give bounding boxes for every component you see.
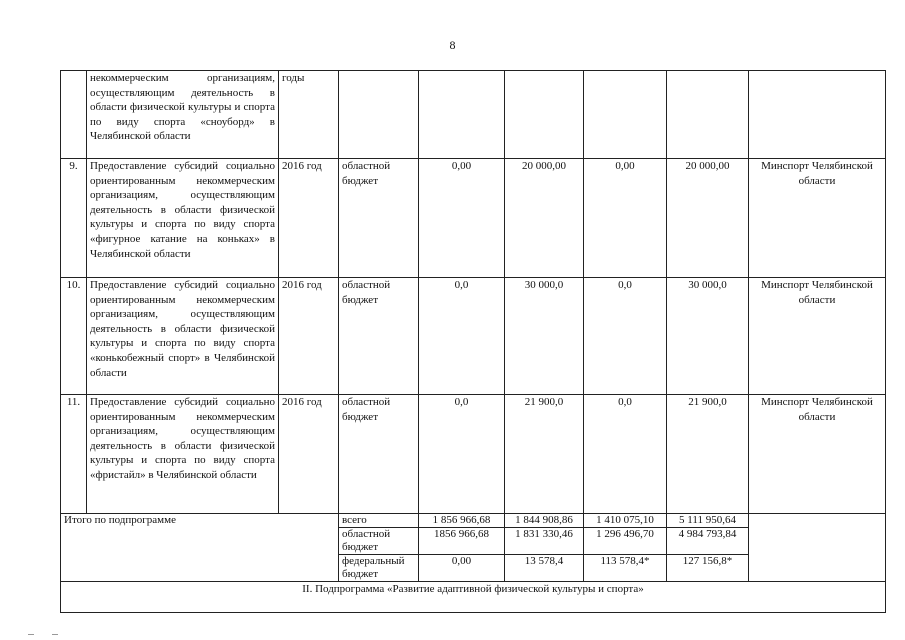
section-title: II. Подпрограмма «Развитие адаптивной физической культуры и спорта» [61, 582, 886, 613]
source-cell [339, 71, 419, 159]
value-2017: 30 000,0 [505, 278, 584, 395]
value-2017: 20 000,00 [505, 159, 584, 278]
scan-artifact [28, 634, 34, 635]
executor-cell [749, 71, 886, 159]
value-2016: 0,0 [419, 278, 505, 395]
value-total: 21 900,0 [667, 395, 749, 514]
activity-cell: Предоставление субсидий социально ориентированным некоммерческим организациям, осуществляющим деятельность в области физической культуры и спорта по виду спорта «фристайл» в Челябинской области [87, 395, 279, 514]
value-total: 30 000,0 [667, 278, 749, 395]
value-2016 [419, 71, 505, 159]
value-2018 [584, 71, 667, 159]
value-total [667, 71, 749, 159]
row-number: 9. [61, 159, 87, 278]
section-row [61, 582, 886, 613]
executor-cell: Минспорт Челябинской области [749, 395, 886, 514]
source-cell: областной бюджет [339, 395, 419, 514]
executor-cell: Минспорт Челябинской области [749, 159, 886, 278]
summary-value-2018: 113 578,4* [584, 555, 667, 582]
activity-cell: некоммерческим организациям, осуществляющим деятельность в области физической культуры и спорта по виду спорта «сноуборд» в Челябинской области [87, 71, 279, 159]
executor-cell: Минспорт Челябинской области [749, 278, 886, 395]
summary-source: областной бюджет [339, 528, 419, 555]
summary-value-2018: 1 410 075,10 [584, 514, 667, 528]
row-number: 11. [61, 395, 87, 514]
summary-source: федеральный бюджет [339, 555, 419, 582]
value-2016: 0,0 [419, 395, 505, 514]
row-number [61, 71, 87, 159]
summary-value-total: 4 984 793,84 [667, 528, 749, 555]
summary-source: всего [339, 514, 419, 528]
table-row [61, 71, 886, 159]
years-cell: 2016 год [279, 395, 339, 514]
years-cell: 2016 год [279, 159, 339, 278]
scan-artifact [52, 634, 58, 635]
summary-label: Итого по подпрограмме [61, 514, 339, 582]
summary-row [61, 514, 886, 528]
years-cell: 2016 год [279, 278, 339, 395]
summary-value-total: 127 156,8* [667, 555, 749, 582]
value-2017: 21 900,0 [505, 395, 584, 514]
summary-value-2016: 1856 966,68 [419, 528, 505, 555]
summary-value-2018: 1 296 496,70 [584, 528, 667, 555]
page-number: 8 [449, 38, 456, 52]
summary-value-total: 5 111 950,64 [667, 514, 749, 528]
summary-executor [749, 514, 886, 582]
value-2017 [505, 71, 584, 159]
activity-cell: Предоставление субсидий социально ориентированным некоммерческим организациям, осуществляющим деятельность в области физической культуры и спорта по виду спорта «фигурное катание на коньках» в Челябинской области [87, 159, 279, 278]
value-2016: 0,00 [419, 159, 505, 278]
summary-value-2017: 13 578,4 [505, 555, 584, 582]
source-cell: областной бюджет [339, 159, 419, 278]
source-cell: областной бюджет [339, 278, 419, 395]
value-2018: 0,0 [584, 395, 667, 514]
summary-value-2016: 1 856 966,68 [419, 514, 505, 528]
summary-value-2017: 1 831 330,46 [505, 528, 584, 555]
table-row [61, 159, 886, 278]
value-2018: 0,0 [584, 278, 667, 395]
value-total: 20 000,00 [667, 159, 749, 278]
program-table [60, 70, 886, 613]
table-row [61, 395, 886, 514]
activity-cell: Предоставление субсидий социально ориентированным некоммерческим организациям, осуществляющим деятельность в области физической культуры и спорта по виду спорта «конькобежный спорт» в Челябинской области [87, 278, 279, 395]
years-cell: годы [279, 71, 339, 159]
summary-value-2017: 1 844 908,86 [505, 514, 584, 528]
row-number: 10. [61, 278, 87, 395]
table-row [61, 278, 886, 395]
value-2018: 0,00 [584, 159, 667, 278]
summary-value-2016: 0,00 [419, 555, 505, 582]
